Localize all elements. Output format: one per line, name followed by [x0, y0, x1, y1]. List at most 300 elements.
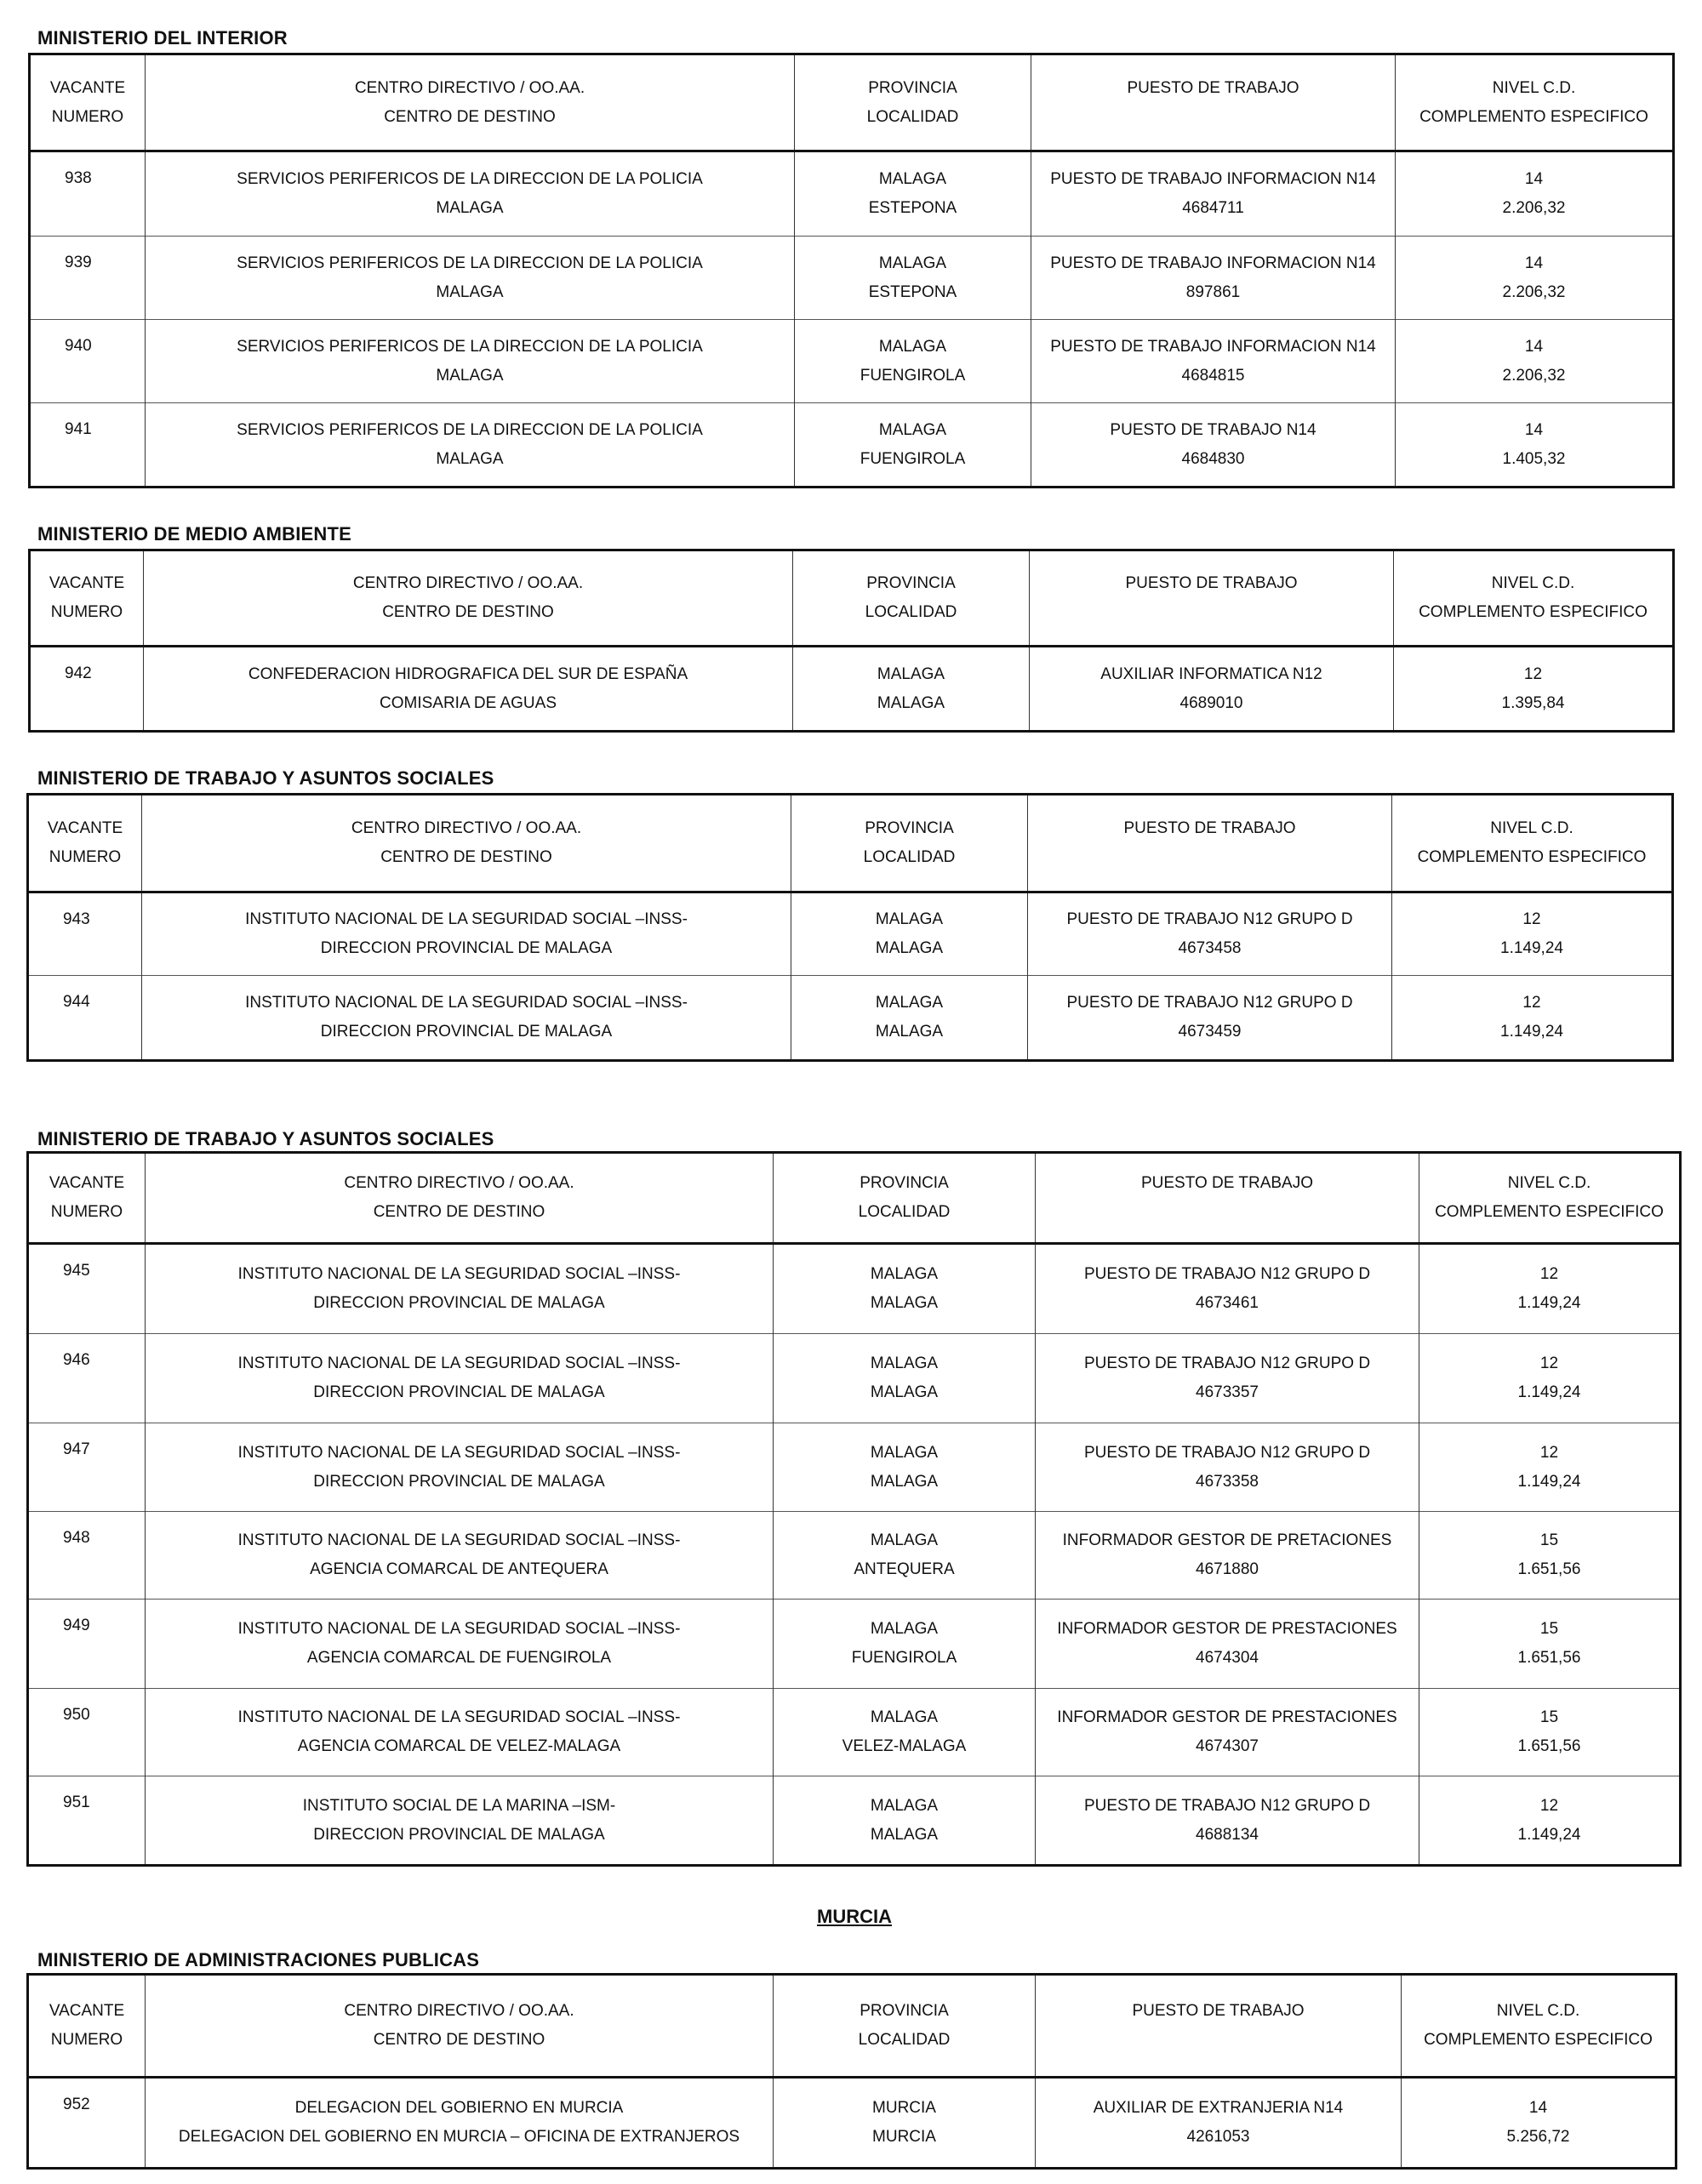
vacancy-number [30, 647, 144, 732]
cell-centro-line: CONFEDERACION HIDROGRAFICA DEL SUR DE ESPAÑA [248, 664, 688, 683]
cell-provincia-line: MALAGA [877, 664, 945, 683]
cell-centro-line: INSTITUTO NACIONAL DE LA SEGURIDAD SOCIAL –INSS- [237, 1531, 681, 1549]
section-title: MINISTERIO DE TRABAJO Y ASUNTOS SOCIALES [37, 767, 494, 789]
cell-provincia-line: ESTEPONA [868, 199, 957, 217]
vacancy-number [28, 1244, 146, 1334]
cell-puesto-line: PUESTO DE TRABAJO N12 GRUPO D [1066, 994, 1353, 1012]
cell-provincia-line: MALAGA [877, 693, 945, 712]
cell-provincia-line: MALAGA [875, 1023, 944, 1041]
header-centro-line: CENTRO DE DESTINO [382, 603, 554, 621]
cell-provincia-line: MALAGA [875, 994, 944, 1012]
cell-puesto-line: PUESTO DE TRABAJO N14 [1110, 420, 1316, 439]
vacancy-number [30, 151, 146, 237]
header-provincia-line: PROVINCIA [860, 1174, 949, 1192]
header-provincia-line: LOCALIDAD [866, 107, 959, 126]
table-row [28, 1600, 1681, 1689]
cell-provincia [774, 1512, 1036, 1600]
vacancy-number [28, 1423, 146, 1512]
cell-centro [146, 1512, 774, 1600]
cell-puesto-line: 4671880 [1196, 1560, 1259, 1578]
cell-nivel-line: 12 [1539, 1354, 1559, 1372]
cell-puesto-line: 4673458 [1178, 939, 1242, 957]
cell-puesto-line: 4674307 [1196, 1737, 1259, 1755]
header-nivel-line: COMPLEMENTO ESPECIFICO [1417, 848, 1647, 866]
cell-centro [146, 1334, 774, 1423]
header-nivel-line: COMPLEMENTO ESPECIFICO [1424, 2031, 1653, 2049]
cell-nivel [1419, 1776, 1681, 1866]
cell-centro-line: DELEGACION DEL GOBIERNO EN MURCIA [294, 2099, 624, 2117]
vacancy-number-text: 939 [65, 254, 92, 271]
table-header-row [28, 1153, 1681, 1244]
table-row [30, 320, 1674, 403]
vacancy-number [28, 2078, 146, 2169]
cell-provincia-line: MALAGA [878, 254, 947, 272]
cell-provincia [774, 2078, 1036, 2169]
cell-provincia-line: MALAGA [870, 1383, 939, 1401]
cell-nivel-line: 12 [1523, 664, 1543, 683]
table-header-row [28, 1975, 1676, 2078]
cell-nivel-line: 14 [1524, 170, 1544, 188]
cell-puesto [1028, 892, 1392, 976]
header-puesto-line: PUESTO DE TRABAJO [1132, 2002, 1305, 2020]
header-nivel [1396, 54, 1674, 151]
cell-puesto-line: PUESTO DE TRABAJO INFORMACION N14 [1050, 337, 1376, 356]
cell-puesto-line: 4689010 [1179, 693, 1243, 712]
table-row [28, 1689, 1681, 1776]
header-provincia-line: LOCALIDAD [865, 603, 957, 621]
vacancy-table [28, 53, 1675, 488]
cell-centro-line: INSTITUTO NACIONAL DE LA SEGURIDAD SOCIAL –INSS- [237, 1708, 681, 1726]
header-vacante-line: NUMERO [50, 2031, 123, 2049]
cell-provincia-line: MALAGA [878, 170, 947, 188]
cell-puesto-line: 4673357 [1196, 1383, 1259, 1401]
table-row [28, 1776, 1681, 1866]
cell-puesto [1031, 403, 1396, 488]
header-puesto [1028, 795, 1392, 892]
table-header-row [30, 54, 1674, 151]
header-vacante [30, 54, 146, 151]
cell-puesto-line: 4688134 [1196, 1825, 1259, 1844]
header-puesto-line [1035, 103, 1391, 132]
header-provincia-line: LOCALIDAD [863, 848, 956, 866]
cell-nivel-line: 1.395,84 [1501, 693, 1565, 712]
cell-nivel-line: 15 [1539, 1708, 1559, 1726]
cell-nivel-line: 14 [1524, 420, 1544, 439]
table-row [30, 151, 1674, 237]
table-row [28, 976, 1673, 1061]
header-nivel-line: COMPLEMENTO ESPECIFICO [1419, 603, 1648, 621]
cell-puesto-line: PUESTO DE TRABAJO N12 GRUPO D [1083, 1796, 1371, 1815]
cell-nivel [1396, 151, 1674, 237]
cell-puesto [1036, 1244, 1419, 1334]
header-puesto-line: PUESTO DE TRABAJO [1140, 1174, 1313, 1192]
cell-centro [146, 237, 795, 320]
header-provincia-line: PROVINCIA [865, 819, 954, 837]
vacancy-table [26, 1973, 1677, 2170]
cell-puesto-line: AUXILIAR DE EXTRANJERIA N14 [1093, 2099, 1344, 2117]
header-puesto-line [1031, 843, 1388, 872]
vacancy-number-text: 941 [65, 420, 92, 438]
table-row [28, 1244, 1681, 1334]
cell-puesto-line: 4673459 [1178, 1023, 1242, 1041]
cell-puesto-line: 4684711 [1182, 199, 1244, 217]
cell-puesto [1028, 976, 1392, 1061]
header-nivel-line: NIVEL C.D. [1491, 574, 1575, 592]
cell-nivel [1419, 1600, 1681, 1689]
cell-centro-line: DELEGACION DEL GOBIERNO EN MURCIA – OFICINA DE EXTRANJEROS [178, 2128, 740, 2146]
cell-centro-line: MALAGA [436, 366, 504, 385]
header-centro [146, 1975, 774, 2078]
header-provincia [774, 1153, 1036, 1244]
header-centro-line: CENTRO DIRECTIVO / OO.AA. [351, 819, 582, 837]
cell-nivel [1394, 647, 1674, 732]
cell-centro-line: DIRECCION PROVINCIAL DE MALAGA [320, 939, 613, 957]
cell-puesto [1036, 1512, 1419, 1600]
header-centro [142, 795, 791, 892]
cell-provincia [774, 1334, 1036, 1423]
cell-provincia-line: MALAGA [870, 1354, 939, 1372]
region-heading-murcia: MURCIA [817, 1906, 892, 1927]
cell-nivel [1419, 1689, 1681, 1776]
cell-centro-line: SERVICIOS PERIFERICOS DE LA DIRECCION DE LA POLICIA [237, 337, 703, 356]
header-centro-line: CENTRO DIRECTIVO / OO.AA. [344, 1174, 574, 1192]
header-centro-line: CENTRO DE DESTINO [373, 1203, 545, 1221]
cell-puesto [1030, 647, 1394, 732]
cell-provincia-line: MALAGA [870, 1294, 939, 1312]
cell-provincia-line: MALAGA [870, 1620, 939, 1638]
cell-nivel-line: 12 [1539, 1443, 1559, 1462]
vacancy-number-text: 940 [65, 337, 92, 355]
cell-centro-line: MALAGA [436, 449, 504, 468]
table-row [28, 892, 1673, 976]
cell-puesto [1036, 1423, 1419, 1512]
cell-nivel-line: 2.206,32 [1502, 199, 1566, 217]
vacancy-number-text: 946 [63, 1351, 90, 1369]
cell-provincia [791, 976, 1028, 1061]
header-puesto-line: PUESTO DE TRABAJO [1127, 78, 1299, 97]
cell-nivel-line: 15 [1539, 1620, 1559, 1638]
cell-puesto-line: 4673358 [1196, 1472, 1259, 1491]
header-puesto-line [1039, 1198, 1415, 1227]
cell-puesto-line: 4674304 [1196, 1649, 1259, 1667]
header-centro-line: CENTRO DIRECTIVO / OO.AA. [352, 574, 584, 592]
cell-centro [144, 647, 793, 732]
cell-centro [142, 892, 791, 976]
header-provincia-line: PROVINCIA [868, 78, 957, 97]
header-vacante-line: VACANTE [49, 2002, 125, 2020]
vacancy-number [30, 320, 146, 403]
vacancy-number-text: 951 [63, 1793, 90, 1811]
cell-puesto-line: 4261053 [1186, 2128, 1250, 2146]
table-header-row [28, 795, 1673, 892]
cell-nivel-line: 12 [1522, 910, 1541, 928]
header-puesto [1031, 54, 1396, 151]
cell-nivel-line: 1.149,24 [1517, 1294, 1581, 1312]
header-provincia-line: LOCALIDAD [858, 2031, 951, 2049]
section-title: MINISTERIO DE ADMINISTRACIONES PUBLICAS [37, 1949, 480, 1970]
cell-provincia-line: MALAGA [870, 1825, 939, 1844]
cell-puesto-line: 4684830 [1181, 449, 1245, 468]
cell-puesto-line: INFORMADOR GESTOR DE PRESTACIONES [1057, 1708, 1397, 1726]
cell-puesto [1031, 320, 1396, 403]
cell-provincia-line: MALAGA [870, 1443, 939, 1462]
cell-puesto-line: PUESTO DE TRABAJO N12 GRUPO D [1083, 1443, 1371, 1462]
table-row [28, 1334, 1681, 1423]
cell-centro [146, 1244, 774, 1334]
cell-provincia-line: MALAGA [875, 939, 944, 957]
header-provincia-line: LOCALIDAD [858, 1203, 951, 1221]
cell-nivel [1396, 320, 1674, 403]
table-header-row [30, 550, 1674, 647]
cell-provincia-line: MALAGA [878, 420, 947, 439]
cell-nivel-line: 1.405,32 [1502, 449, 1566, 468]
cell-nivel-line: 1.651,56 [1517, 1737, 1581, 1755]
section-title: MINISTERIO DE MEDIO AMBIENTE [37, 523, 352, 545]
header-centro-line: CENTRO DIRECTIVO / OO.AA. [344, 2002, 574, 2020]
header-vacante [30, 550, 144, 647]
cell-nivel [1419, 1423, 1681, 1512]
header-provincia [791, 795, 1028, 892]
cell-provincia-line: MALAGA [870, 1531, 939, 1549]
cell-puesto-line: PUESTO DE TRABAJO N12 GRUPO D [1066, 910, 1353, 928]
cell-nivel-line: 14 [1524, 254, 1544, 272]
cell-nivel-line: 5.256,72 [1506, 2128, 1570, 2146]
header-centro [146, 1153, 774, 1244]
cell-nivel-line: 12 [1539, 1796, 1559, 1815]
header-puesto [1036, 1153, 1419, 1244]
header-nivel [1402, 1975, 1676, 2078]
cell-provincia-line: MALAGA [878, 337, 947, 356]
cell-provincia [795, 403, 1031, 488]
cell-puesto [1036, 1689, 1419, 1776]
header-vacante-line: NUMERO [49, 848, 122, 866]
header-nivel [1394, 550, 1674, 647]
header-centro-line: CENTRO DIRECTIVO / OO.AA. [354, 78, 585, 97]
header-puesto-line [1033, 598, 1390, 627]
vacancy-number [28, 976, 142, 1061]
vacancy-number [30, 237, 146, 320]
cell-provincia-line: MALAGA [870, 1708, 939, 1726]
cell-nivel-line: 14 [1524, 337, 1544, 356]
cell-nivel-line: 2.206,32 [1502, 282, 1566, 301]
header-vacante-line: VACANTE [49, 574, 125, 592]
cell-puesto-line: PUESTO DE TRABAJO N12 GRUPO D [1083, 1265, 1371, 1283]
cell-centro-line: MALAGA [436, 199, 504, 217]
header-puesto [1030, 550, 1394, 647]
cell-nivel-line: 1.149,24 [1517, 1383, 1581, 1401]
cell-provincia-line: VELEZ-MALAGA [842, 1737, 967, 1755]
header-vacante [28, 795, 142, 892]
cell-nivel-line: 12 [1522, 994, 1541, 1012]
vacancy-number [28, 1689, 146, 1776]
cell-nivel-line: 1.149,24 [1500, 939, 1563, 957]
header-puesto [1036, 1975, 1402, 2078]
cell-centro [146, 1776, 774, 1866]
cell-centro-line: INSTITUTO NACIONAL DE LA SEGURIDAD SOCIAL –INSS- [237, 1354, 681, 1372]
cell-centro-line: SERVICIOS PERIFERICOS DE LA DIRECCION DE LA POLICIA [237, 420, 703, 439]
header-centro [144, 550, 793, 647]
vacancy-number [28, 1334, 146, 1423]
cell-nivel [1392, 892, 1673, 976]
header-provincia-line: PROVINCIA [866, 574, 956, 592]
table-row [30, 403, 1674, 488]
cell-provincia [774, 1244, 1036, 1334]
cell-provincia [774, 1423, 1036, 1512]
cell-nivel [1392, 976, 1673, 1061]
cell-provincia-line: MALAGA [870, 1472, 939, 1491]
table-row [28, 1512, 1681, 1600]
header-centro [146, 54, 795, 151]
cell-nivel-line: 1.149,24 [1500, 1023, 1563, 1041]
cell-puesto-line: PUESTO DE TRABAJO INFORMACION N14 [1050, 254, 1376, 272]
cell-nivel-line: 14 [1528, 2099, 1548, 2117]
header-provincia-line: PROVINCIA [860, 2002, 949, 2020]
header-nivel [1392, 795, 1673, 892]
cell-centro-line: SERVICIOS PERIFERICOS DE LA DIRECCION DE LA POLICIA [237, 170, 703, 188]
vacancy-table [28, 549, 1675, 733]
header-nivel [1419, 1153, 1681, 1244]
vacancy-number-text: 952 [63, 2096, 90, 2113]
cell-puesto [1036, 1776, 1419, 1866]
cell-centro-line: INSTITUTO NACIONAL DE LA SEGURIDAD SOCIAL –INSS- [237, 1620, 681, 1638]
cell-centro-line: INSTITUTO NACIONAL DE LA SEGURIDAD SOCIAL –INSS- [245, 910, 688, 928]
cell-nivel-line: 1.149,24 [1517, 1472, 1581, 1491]
cell-centro-line: INSTITUTO NACIONAL DE LA SEGURIDAD SOCIAL –INSS- [245, 994, 688, 1012]
cell-nivel-line: 1.651,56 [1517, 1649, 1581, 1667]
cell-centro-line: INSTITUTO NACIONAL DE LA SEGURIDAD SOCIAL –INSS- [237, 1265, 681, 1283]
cell-provincia [791, 892, 1028, 976]
header-vacante [28, 1975, 146, 2078]
header-vacante-line: NUMERO [50, 603, 123, 621]
cell-provincia-line: MALAGA [875, 910, 944, 928]
cell-nivel [1396, 237, 1674, 320]
cell-nivel [1419, 1334, 1681, 1423]
section-title: MINISTERIO DEL INTERIOR [37, 27, 288, 48]
cell-centro [146, 403, 795, 488]
cell-provincia-line: MALAGA [870, 1265, 939, 1283]
cell-puesto-line: 897861 [1185, 282, 1241, 301]
cell-provincia [774, 1689, 1036, 1776]
cell-puesto-line: 4673461 [1196, 1294, 1259, 1312]
cell-centro-line: AGENCIA COMARCAL DE FUENGIROLA [306, 1649, 612, 1667]
header-nivel-line: NIVEL C.D. [1496, 2002, 1580, 2020]
cell-nivel-line: 12 [1539, 1265, 1559, 1283]
cell-provincia-line: FUENGIROLA [860, 366, 966, 385]
cell-centro-line: MALAGA [436, 282, 504, 301]
vacancy-number-text: 950 [63, 1706, 90, 1724]
cell-centro-line: DIRECCION PROVINCIAL DE MALAGA [320, 1023, 613, 1041]
vacancy-number [30, 403, 146, 488]
header-provincia [793, 550, 1030, 647]
section-title: MINISTERIO DE TRABAJO Y ASUNTOS SOCIALES [37, 1128, 494, 1149]
cell-centro [146, 1600, 774, 1689]
cell-provincia [774, 1600, 1036, 1689]
cell-provincia [795, 320, 1031, 403]
vacancy-number-text: 948 [63, 1529, 90, 1547]
vacancy-number-text: 942 [65, 664, 92, 682]
header-vacante [28, 1153, 146, 1244]
table-row [30, 647, 1674, 732]
header-centro-line: CENTRO DE DESTINO [380, 848, 552, 866]
cell-nivel [1419, 1244, 1681, 1334]
cell-provincia [793, 647, 1030, 732]
vacancy-number-text: 943 [63, 910, 90, 928]
cell-provincia-line: MURCIA [872, 2099, 936, 2117]
vacancy-table [26, 1151, 1682, 1867]
header-puesto-line: PUESTO DE TRABAJO [1123, 819, 1296, 837]
cell-provincia [774, 1776, 1036, 1866]
cell-puesto [1031, 237, 1396, 320]
cell-centro [146, 320, 795, 403]
header-nivel-line: NIVEL C.D. [1507, 1174, 1591, 1192]
cell-nivel-line: 1.149,24 [1517, 1825, 1581, 1844]
cell-puesto [1036, 1600, 1419, 1689]
header-nivel-line: COMPLEMENTO ESPECIFICO [1419, 107, 1648, 126]
table-row [28, 2078, 1676, 2169]
cell-provincia [795, 237, 1031, 320]
cell-centro [146, 2078, 774, 2169]
cell-centro-line: DIRECCION PROVINCIAL DE MALAGA [313, 1383, 605, 1401]
cell-centro-line: DIRECCION PROVINCIAL DE MALAGA [313, 1472, 605, 1491]
cell-puesto-line: PUESTO DE TRABAJO INFORMACION N14 [1050, 170, 1376, 188]
cell-provincia-line: MURCIA [872, 2128, 936, 2146]
table-row [28, 1423, 1681, 1512]
table-row [30, 237, 1674, 320]
cell-centro-line: COMISARIA DE AGUAS [380, 693, 557, 712]
vacancy-table [26, 793, 1674, 1062]
vacancy-number-text: 945 [63, 1262, 90, 1280]
cell-centro [146, 1423, 774, 1512]
header-vacante-line: NUMERO [50, 1203, 123, 1221]
cell-nivel [1419, 1512, 1681, 1600]
header-provincia [774, 1975, 1036, 2078]
vacancy-number-text: 947 [63, 1440, 90, 1458]
cell-puesto-line: INFORMADOR GESTOR DE PRETACIONES [1062, 1531, 1392, 1549]
header-nivel-line: NIVEL C.D. [1492, 78, 1576, 97]
cell-centro-line: AGENCIA COMARCAL DE ANTEQUERA [310, 1560, 608, 1578]
cell-provincia-line: ANTEQUERA [854, 1560, 955, 1578]
cell-centro [146, 151, 795, 237]
cell-centro-line: SERVICIOS PERIFERICOS DE LA DIRECCION DE LA POLICIA [237, 254, 703, 272]
vacancy-number-text: 944 [63, 993, 90, 1011]
vacancy-number [28, 1776, 146, 1866]
header-centro-line: CENTRO DE DESTINO [373, 2031, 545, 2049]
cell-centro [146, 1689, 774, 1776]
cell-puesto [1031, 151, 1396, 237]
header-puesto-line: PUESTO DE TRABAJO [1125, 574, 1298, 592]
cell-nivel [1396, 403, 1674, 488]
header-nivel-line: NIVEL C.D. [1490, 819, 1573, 837]
cell-provincia-line: ESTEPONA [868, 282, 957, 301]
cell-nivel-line: 1.651,56 [1517, 1560, 1581, 1578]
header-provincia [795, 54, 1031, 151]
header-vacante-line: NUMERO [51, 107, 124, 126]
header-vacante-line: VACANTE [47, 819, 123, 837]
cell-centro-line: DIRECCION PROVINCIAL DE MALAGA [313, 1825, 605, 1844]
header-puesto-line [1039, 2026, 1397, 2055]
vacancy-number-text: 938 [65, 169, 92, 187]
cell-puesto [1036, 2078, 1402, 2169]
cell-provincia-line: MALAGA [870, 1796, 939, 1815]
header-centro-line: CENTRO DE DESTINO [384, 107, 556, 126]
cell-puesto-line: INFORMADOR GESTOR DE PRESTACIONES [1057, 1620, 1397, 1638]
vacancy-number [28, 892, 142, 976]
cell-puesto-line: PUESTO DE TRABAJO N12 GRUPO D [1083, 1354, 1371, 1372]
cell-centro [142, 976, 791, 1061]
cell-centro-line: DIRECCION PROVINCIAL DE MALAGA [313, 1294, 605, 1312]
cell-nivel [1402, 2078, 1676, 2169]
header-nivel-line: COMPLEMENTO ESPECIFICO [1435, 1203, 1664, 1221]
